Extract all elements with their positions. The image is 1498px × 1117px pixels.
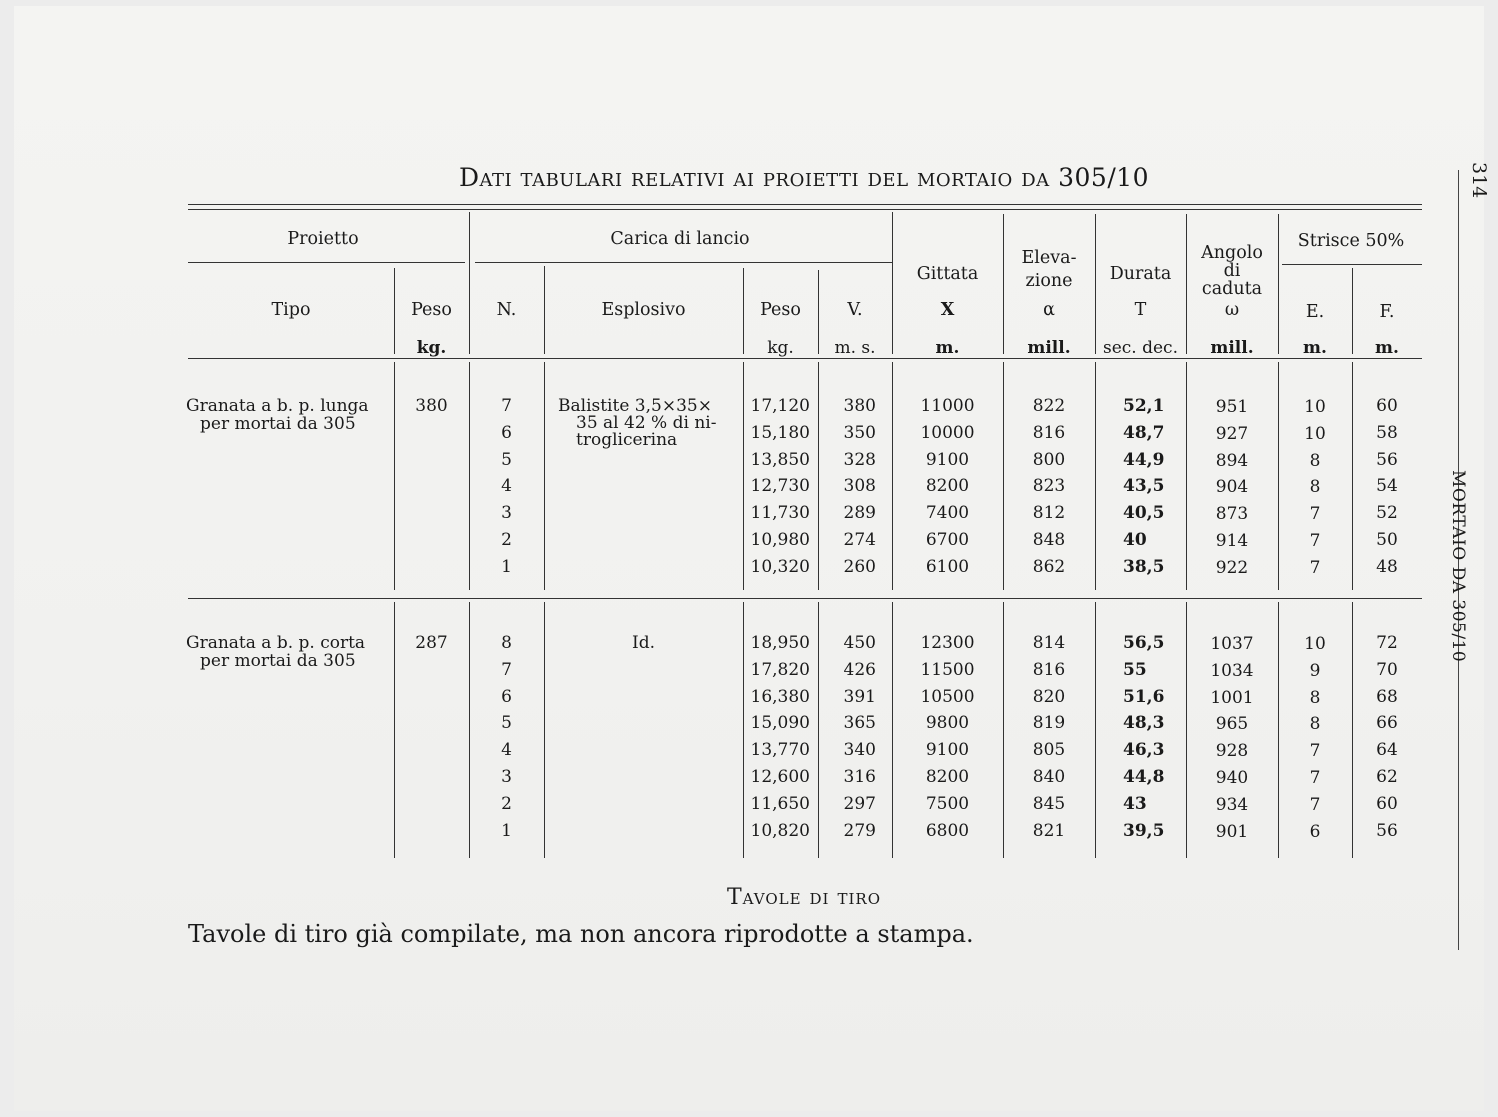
group-0-row-6-t: 38,5: [1123, 557, 1165, 577]
group-1-row-4-n: 4: [501, 740, 512, 760]
vr-e-header: [1278, 214, 1279, 354]
group-0-row-3-t: 43,5: [1123, 476, 1165, 496]
group-0-row-4-a: 812: [1032, 503, 1066, 523]
group-1-row-2-x: 10500: [920, 687, 975, 707]
group-0-row-5-v: 274: [843, 530, 876, 550]
group-0-row-5-a: 848: [1032, 530, 1066, 550]
vr-body-1-t: [1095, 602, 1096, 858]
group-1-row-1-x: 11500: [920, 660, 975, 680]
group-1-row-1-f: 70: [1376, 660, 1398, 680]
group-1-row-4-peso: 13,770: [750, 740, 810, 760]
group-1-row-3-e: 8: [1309, 714, 1321, 734]
group-0-row-0-peso: 17,120: [750, 396, 810, 416]
group-1-row-3-peso: 15,090: [750, 713, 810, 733]
header-e: E.: [1305, 302, 1325, 322]
vr-body-0-t: [1095, 362, 1096, 590]
group-1-row-2-t: 51,6: [1123, 687, 1165, 707]
header-f: F.: [1379, 302, 1395, 322]
unit-gittata: m.: [935, 338, 960, 358]
group-1-row-0-x: 12300: [920, 633, 975, 653]
group-1-tipo-line-1: Granata a b. p. corta: [186, 633, 366, 653]
group-1-row-5-a: 840: [1032, 767, 1066, 787]
group-0-row-1-a: 816: [1032, 423, 1066, 443]
header-durata-symbol: T: [1134, 300, 1147, 320]
group-1-row-3-f: 66: [1376, 713, 1398, 733]
group-0-row-0-e: 10: [1304, 397, 1326, 417]
group-0-row-2-v: 328: [843, 450, 876, 470]
group-0-row-6-a: 862: [1032, 557, 1066, 577]
group-1-row-1-e: 9: [1309, 661, 1321, 681]
group-1-row-6-w: 934: [1215, 795, 1249, 815]
group-0-row-4-w: 873: [1215, 504, 1249, 524]
group-0-row-1-v: 350: [843, 423, 876, 443]
header-peso: Peso: [411, 300, 452, 320]
group-1-row-0-f: 72: [1376, 633, 1398, 653]
group-0-row-0-f: 60: [1376, 396, 1398, 416]
group-separator-rule: [188, 598, 1422, 599]
group-0-row-1-e: 10: [1304, 424, 1326, 444]
header-carica: Carica di lancio: [610, 229, 750, 249]
group-0-row-2-f: 56: [1376, 450, 1398, 470]
header-angolo-symbol: ω: [1224, 300, 1240, 320]
group-1-row-5-t: 44,8: [1123, 767, 1165, 787]
group-1-row-3-v: 365: [843, 713, 876, 733]
group-0-row-1-w: 927: [1215, 424, 1249, 444]
group-0-row-2-w: 894: [1215, 451, 1249, 471]
group-1-row-4-w: 928: [1215, 741, 1249, 761]
group-1-row-4-v: 340: [843, 740, 876, 760]
group-0-row-2-e: 8: [1309, 451, 1321, 471]
group-0-esplosivo-line-3: troglicerina: [576, 430, 678, 450]
header-tipo: Tipo: [271, 300, 311, 320]
group-1-row-5-w: 940: [1215, 768, 1249, 788]
group-0-row-2-a: 800: [1032, 450, 1066, 470]
header-elevazione-symbol: α: [1043, 300, 1055, 320]
header-proietto: Proietto: [287, 229, 359, 249]
group-0-row-1-t: 48,7: [1123, 423, 1165, 443]
group-0-row-1-peso: 15,180: [750, 423, 810, 443]
group-0-row-3-a: 823: [1032, 476, 1066, 496]
group-0-row-4-n: 3: [501, 503, 512, 523]
group-1-row-6-peso: 11,650: [750, 794, 810, 814]
group-0-row-2-peso: 13,850: [750, 450, 810, 470]
group-1-row-7-x: 6800: [925, 821, 970, 841]
group-0-row-0-a: 822: [1032, 396, 1066, 416]
group-0-row-6-n: 1: [501, 557, 512, 577]
header-v: V.: [847, 300, 863, 320]
group-0-row-6-x: 6100: [925, 557, 970, 577]
group-1-row-0-e: 10: [1304, 634, 1326, 654]
page-number: 314: [1468, 162, 1490, 199]
group-1-row-0-n: 8: [501, 633, 512, 653]
group-0-row-5-e: 7: [1309, 531, 1321, 551]
group-1-row-0-v: 450: [843, 633, 876, 653]
group-1-row-2-e: 8: [1309, 688, 1321, 708]
group-0-row-5-f: 50: [1376, 530, 1398, 550]
running-header: MORTAIO DA 305/10: [1448, 470, 1468, 663]
group-1-row-4-t: 46,3: [1123, 740, 1165, 760]
group-0-row-3-e: 8: [1309, 477, 1321, 497]
header-elevazione-1: Eleva-: [1021, 248, 1077, 268]
group-1-row-1-peso: 17,820: [750, 660, 810, 680]
group-0-row-5-x: 6700: [925, 530, 970, 550]
header-gittata: Gittata: [916, 264, 979, 284]
header-gittata-symbol: X: [940, 300, 955, 320]
section-title: Tavole di tiro: [727, 885, 881, 910]
group-1-peso: 287: [415, 633, 448, 653]
title-rule-1: [188, 204, 1422, 205]
group-1-row-2-a: 820: [1032, 687, 1066, 707]
header-bottom-rule: [188, 358, 1422, 359]
group-1-row-2-f: 68: [1376, 687, 1398, 707]
unit-angolo: mill.: [1210, 338, 1254, 358]
group-0-row-2-t: 44,9: [1123, 450, 1165, 470]
group-0-row-1-n: 6: [501, 423, 512, 443]
group-1-row-0-a: 814: [1032, 633, 1066, 653]
group-0-row-3-peso: 12,730: [750, 476, 810, 496]
group-0-tipo-line-2: per mortai da 305: [200, 414, 356, 434]
group-1-row-7-n: 1: [501, 821, 512, 841]
group-1-row-0-t: 56,5: [1123, 633, 1165, 653]
group-0-row-0-v: 380: [843, 396, 876, 416]
group-0-row-6-w: 922: [1215, 558, 1249, 578]
group-1-row-3-w: 965: [1215, 714, 1249, 734]
group-1-row-7-t: 39,5: [1123, 821, 1165, 841]
header-angolo-1: Angolo: [1201, 243, 1263, 263]
group-0-row-6-e: 7: [1309, 558, 1321, 578]
group-1-row-2-w: 1001: [1210, 688, 1254, 708]
group-1-row-5-e: 7: [1309, 768, 1321, 788]
group-0-tipo-line-1: Granata a b. p. lunga: [186, 396, 369, 416]
unit-durata: sec. dec.: [1103, 338, 1178, 358]
group-1-row-1-n: 7: [501, 660, 512, 680]
header-rule-proietto: [188, 262, 465, 263]
group-1-row-5-peso: 12,600: [750, 767, 810, 787]
group-0-row-5-n: 2: [501, 530, 512, 550]
group-0-row-0-t: 52,1: [1123, 396, 1165, 416]
group-1-row-7-v: 279: [843, 821, 876, 841]
header-peso-carica: Peso: [760, 300, 801, 320]
group-1-esplosivo-line-1: Id.: [631, 633, 655, 653]
unit-f: m.: [1375, 338, 1399, 358]
group-1-row-6-e: 7: [1309, 795, 1321, 815]
group-0-row-0-w: 951: [1215, 397, 1249, 417]
group-1-row-6-t: 43: [1123, 794, 1147, 814]
group-1-row-5-x: 8200: [925, 767, 970, 787]
group-1-row-1-w: 1034: [1210, 661, 1254, 681]
group-1-row-3-x: 9800: [925, 713, 970, 733]
group-1-row-4-e: 7: [1309, 741, 1321, 761]
group-0-row-3-w: 904: [1215, 477, 1249, 497]
header-angolo-3: caduta: [1201, 279, 1263, 299]
group-1-row-6-f: 60: [1376, 794, 1398, 814]
group-0-row-5-peso: 10,980: [750, 530, 810, 550]
group-0-row-2-n: 5: [501, 450, 512, 470]
group-1-row-2-v: 391: [843, 687, 876, 707]
group-1-row-0-peso: 18,950: [750, 633, 810, 653]
header-elevazione-2: zione: [1025, 271, 1073, 291]
group-1-row-7-peso: 10,820: [750, 821, 810, 841]
group-0-row-6-f: 48: [1376, 557, 1398, 577]
group-0-row-3-v: 308: [843, 476, 876, 496]
group-0-row-0-n: 7: [501, 396, 512, 416]
group-1-row-3-t: 48,3: [1123, 713, 1165, 733]
group-0-peso: 380: [415, 396, 448, 416]
header-durata: Durata: [1109, 264, 1172, 284]
unit-elevazione: mill.: [1027, 338, 1071, 358]
group-1-row-4-x: 9100: [925, 740, 970, 760]
group-0-esplosivo-line-1: Balistite 3,5×35×: [558, 396, 712, 416]
group-1-row-4-f: 64: [1376, 740, 1398, 760]
header-rule-carica: [475, 262, 892, 263]
group-0-row-3-n: 4: [501, 476, 512, 496]
group-1-row-7-a: 821: [1032, 821, 1066, 841]
group-0-row-1-x: 10000: [920, 423, 975, 443]
group-1-row-3-a: 819: [1032, 713, 1066, 733]
header-esplosivo: Esplosivo: [601, 300, 686, 320]
group-0-row-4-x: 7400: [925, 503, 970, 523]
group-0-row-5-t: 40: [1123, 530, 1147, 550]
group-0-row-0-x: 11000: [920, 396, 975, 416]
group-1-row-6-x: 7500: [925, 794, 970, 814]
group-0-row-2-x: 9100: [925, 450, 970, 470]
group-1-row-6-n: 2: [501, 794, 512, 814]
group-0-row-6-v: 260: [843, 557, 876, 577]
group-0-row-1-f: 58: [1376, 423, 1398, 443]
group-0-row-4-peso: 11,730: [750, 503, 810, 523]
group-0-row-4-t: 40,5: [1123, 503, 1165, 523]
group-1-row-4-a: 805: [1032, 740, 1066, 760]
vr-t-header: [1095, 214, 1096, 354]
group-1-row-2-n: 6: [501, 687, 512, 707]
group-0-row-4-f: 52: [1376, 503, 1398, 523]
table-title: Dati tabulari relativi ai proietti del mortaio da 305/10: [458, 163, 1150, 192]
group-1-row-7-e: 6: [1309, 822, 1321, 842]
header-rule-strisce: [1282, 264, 1422, 265]
group-1-row-7-f: 56: [1376, 821, 1398, 841]
group-0-row-4-e: 7: [1309, 504, 1321, 524]
group-1-row-1-t: 55: [1123, 660, 1147, 680]
unit-peso-carica: kg.: [767, 338, 794, 358]
group-1-row-0-w: 1037: [1210, 634, 1254, 654]
group-0-row-3-x: 8200: [925, 476, 970, 496]
group-0-esplosivo-line-2: 35 al 42 % di ni-: [576, 413, 717, 433]
unit-peso: kg.: [416, 338, 447, 358]
vr-body-0-esp: [544, 362, 545, 590]
group-1-row-5-f: 62: [1376, 767, 1398, 787]
group-1-tipo-line-2: per mortai da 305: [200, 651, 356, 671]
unit-e: m.: [1303, 338, 1327, 358]
group-1-row-5-v: 316: [843, 767, 876, 787]
header-angolo-2: di: [1223, 261, 1241, 281]
group-1-row-6-v: 297: [843, 794, 876, 814]
section-body: Tavole di tiro già compilate, ma non ancora riprodotte a stampa.: [188, 920, 974, 948]
header-strisce: Strisce 50%: [1297, 231, 1405, 251]
header-n: N.: [496, 300, 517, 320]
group-0-row-6-peso: 10,320: [750, 557, 810, 577]
title-rule-2: [188, 209, 1422, 210]
group-0-row-3-f: 54: [1376, 476, 1398, 496]
group-1-row-2-peso: 16,380: [750, 687, 810, 707]
unit-v: m. s.: [834, 338, 876, 358]
group-0-row-5-w: 914: [1215, 531, 1249, 551]
group-1-row-3-n: 5: [501, 713, 512, 733]
group-1-row-5-n: 3: [501, 767, 512, 787]
group-1-row-6-a: 845: [1032, 794, 1066, 814]
group-1-row-7-w: 901: [1215, 822, 1249, 842]
group-0-row-4-v: 289: [843, 503, 876, 523]
group-1-row-1-a: 816: [1032, 660, 1066, 680]
group-1-row-1-v: 426: [843, 660, 876, 680]
